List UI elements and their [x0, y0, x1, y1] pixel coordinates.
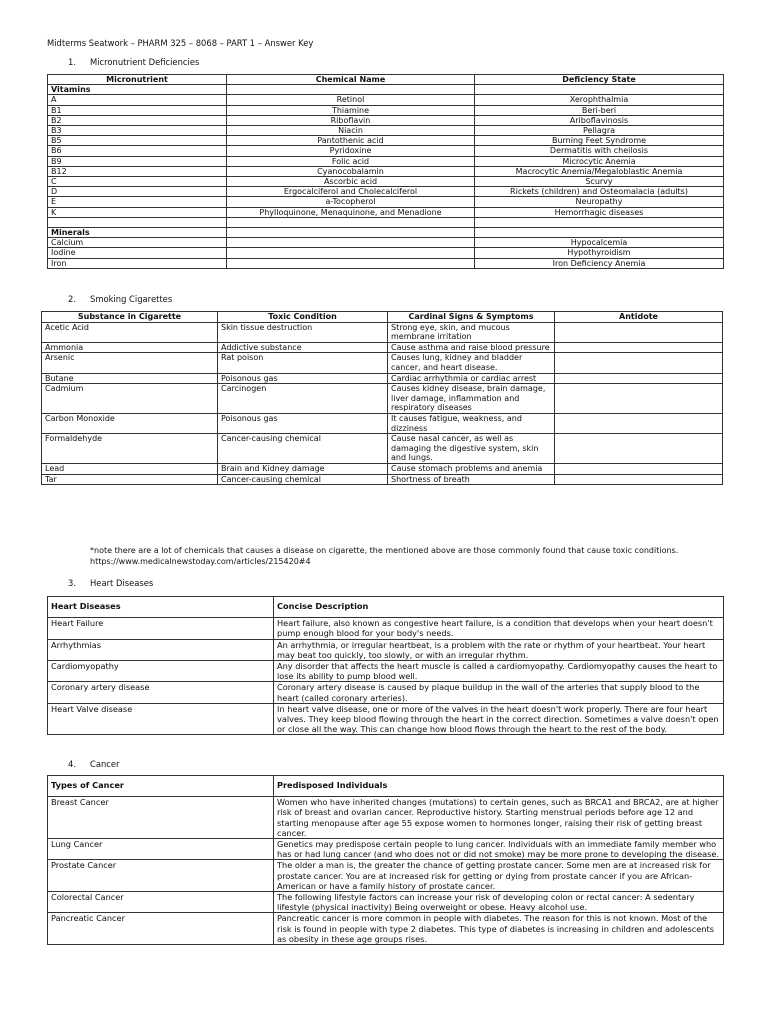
substance-cell: Acetic Acid	[42, 322, 218, 342]
section-1-heading	[68, 57, 199, 67]
section-4-title: Cancer	[90, 759, 120, 769]
heart-disease-cell: Coronary artery disease	[48, 682, 274, 703]
antidote-cell	[555, 322, 723, 342]
substance-cell: Cadmium	[42, 384, 218, 414]
micronutrient-cell: Calcium	[48, 238, 227, 248]
micronutrient-cell: D	[48, 187, 227, 197]
header-substance: Substance in Cigarette	[42, 312, 218, 323]
empty-cell	[48, 217, 227, 227]
micronutrient-table	[47, 74, 724, 269]
header-micronutrient: Micronutrient	[48, 75, 227, 85]
table-row	[42, 384, 723, 414]
table-row	[42, 373, 723, 384]
table-row	[48, 105, 724, 115]
antidote-cell	[555, 353, 723, 373]
micronutrient-cell: B12	[48, 166, 227, 176]
signs-symptoms-cell: Cause nasal cancer, as well as damaging the digestive system, skin and lungs.	[388, 434, 555, 464]
table-row	[48, 703, 724, 735]
empty-cell	[227, 85, 475, 95]
table-row	[48, 797, 724, 839]
description-cell: In heart valve disease, one or more of the valves in the heart doesn't work properly. There are four heart valves. They keep blood flowing through the heart in the correct direction. Sometimes a valve doesn't open or close all the way. This can change how blood flows through the heart to the rest of the body.	[274, 703, 724, 735]
signs-symptoms-cell: Cause stomach problems and anemia	[388, 463, 555, 474]
table-row	[42, 474, 723, 485]
signs-symptoms-cell: Strong eye, skin, and mucous membrane irritation	[388, 322, 555, 342]
description-cell: Heart failure, also known as congestive heart failure, is a condition that develops when your heart doesn't pump enough blood for your body's needs.	[274, 618, 724, 639]
signs-symptoms-cell: Shortness of breath	[388, 474, 555, 485]
table-header-row	[48, 597, 724, 618]
micronutrient-cell: E	[48, 197, 227, 207]
chemical-name-cell: Ascorbic acid	[227, 177, 475, 187]
table-row	[48, 839, 724, 860]
signs-symptoms-cell: Causes lung, kidney and bladder cancer, and heart disease.	[388, 353, 555, 373]
micronutrient-cell: B6	[48, 146, 227, 156]
header-toxic-condition: Toxic Condition	[218, 312, 388, 323]
antidote-cell	[555, 474, 723, 485]
table-row	[48, 197, 724, 207]
deficiency-state-cell: Ariboflavinosis	[475, 115, 724, 125]
substance-cell: Ammonia	[42, 342, 218, 353]
header-signs-symptoms: Cardinal Signs & Symptoms	[388, 312, 555, 323]
chemical-name-cell: Niacin	[227, 126, 475, 136]
micronutrient-cell: C	[48, 177, 227, 187]
micronutrient-cell: B2	[48, 115, 227, 125]
section-1-number: 1.	[68, 57, 76, 67]
empty-cell	[475, 228, 724, 238]
section-1-title: Micronutrient Deficiencies	[90, 57, 200, 67]
heart-disease-cell: Heart Valve disease	[48, 703, 274, 735]
antidote-cell	[555, 413, 723, 433]
toxic-condition-cell: Cancer-causing chemical	[218, 474, 388, 485]
cancer-type-cell: Lung Cancer	[48, 839, 274, 860]
section-4-heading	[68, 759, 120, 769]
antidote-cell	[555, 384, 723, 414]
deficiency-state-cell: Rickets (children) and Osteomalacia (adults)	[475, 187, 724, 197]
table-row	[48, 115, 724, 125]
table-row	[48, 892, 724, 913]
toxic-condition-cell: Rat poison	[218, 353, 388, 373]
table-header-row	[48, 75, 724, 85]
chemical-name-cell: Ergocalciferol and Cholecalciferol	[227, 187, 475, 197]
section-3-title: Heart Diseases	[90, 578, 154, 588]
predisposed-individuals-cell: The older a man is, the greater the chance of getting prostate cancer. Some men are at increased risk for prostate cancer. You are at increased risk for getting or dying from prostate cancer if you are African-American or have a family history of prostate cancer.	[274, 860, 724, 892]
chemical-name-cell: Phylloquinone, Menaquinone, and Menadione	[227, 207, 475, 217]
table-row	[42, 353, 723, 373]
cancer-type-cell: Breast Cancer	[48, 797, 274, 839]
predisposed-individuals-cell: Women who have inherited changes (mutations) to certain genes, such as BRCA1 and BRCA2, are at higher risk of breast and ovarian cancer. Reproductive history. Starting menstrual periods before age 12 and starting menopause after age 55 expose women to hormones longer, raising their risk of getting breast cancer.	[274, 797, 724, 839]
cancer-table	[47, 775, 724, 945]
empty-cell	[227, 217, 475, 227]
micronutrient-cell: B3	[48, 126, 227, 136]
toxic-condition-cell: Poisonous gas	[218, 413, 388, 433]
cigarette-substances-table	[41, 311, 723, 485]
table-row	[48, 95, 724, 105]
table-row	[48, 156, 724, 166]
table-row	[48, 618, 724, 639]
heart-disease-cell: Cardiomyopathy	[48, 661, 274, 682]
antidote-cell	[555, 434, 723, 464]
substance-cell: Arsenic	[42, 353, 218, 373]
predisposed-individuals-cell: Genetics may predispose certain people to lung cancer. Individuals with an immediate family member who has or had lung cancer (and who does not or did not smoke) may be more prone to developing the disease.	[274, 839, 724, 860]
table-row	[48, 860, 724, 892]
header-antidote: Antidote	[555, 312, 723, 323]
cancer-type-cell: Colorectal Cancer	[48, 892, 274, 913]
micronutrient-cell: K	[48, 207, 227, 217]
substance-cell: Tar	[42, 474, 218, 485]
deficiency-state-cell: Scurvy	[475, 177, 724, 187]
deficiency-state-cell: Beri-beri	[475, 105, 724, 115]
header-concise-description: Concise Description	[274, 597, 724, 618]
table-row	[42, 342, 723, 353]
table-row	[48, 187, 724, 197]
table-row	[48, 248, 724, 258]
antidote-cell	[555, 342, 723, 353]
table-row	[48, 126, 724, 136]
chemical-name-cell	[227, 238, 475, 248]
table-row	[48, 238, 724, 248]
section-2-title: Smoking Cigarettes	[90, 294, 173, 304]
micronutrient-cell: B5	[48, 136, 227, 146]
toxic-condition-cell: Poisonous gas	[218, 373, 388, 384]
micronutrient-cell: Iron	[48, 258, 227, 268]
antidote-cell	[555, 463, 723, 474]
table-row	[48, 146, 724, 156]
toxic-condition-cell: Brain and Kidney damage	[218, 463, 388, 474]
section-3-heading	[68, 578, 153, 588]
deficiency-state-cell: Hypocalcemia	[475, 238, 724, 248]
signs-symptoms-cell: Causes kidney disease, brain damage, liver damage, inflammation and respiratory diseases	[388, 384, 555, 414]
description-cell: Any disorder that affects the heart muscle is called a cardiomyopathy. Cardiomyopathy causes the heart to lose its ability to pump blood well.	[274, 661, 724, 682]
smoking-note: *note there are a lot of chemicals that causes a disease on cigarette, the mentioned above are those commonly found that cause toxic conditions. https://www.medicalnewstoday.com/articles/215420#4	[90, 546, 679, 566]
substance-cell: Lead	[42, 463, 218, 474]
description-cell: An arrhythmia, or irregular heartbeat, is a problem with the rate or rhythm of your heartbeat. Your heart may beat too quickly, too slowly, or with an irregular rhythm.	[274, 639, 724, 660]
section-2-heading	[68, 294, 172, 304]
toxic-condition-cell: Carcinogen	[218, 384, 388, 414]
micronutrient-cell: Iodine	[48, 248, 227, 258]
heart-disease-cell: Heart Failure	[48, 618, 274, 639]
table-row	[42, 322, 723, 342]
toxic-condition-cell: Addictive substance	[218, 342, 388, 353]
signs-symptoms-cell: Cause asthma and raise blood pressure	[388, 342, 555, 353]
chemical-name-cell: Retinol	[227, 95, 475, 105]
deficiency-state-cell: Macrocytic Anemia/Megaloblastic Anemia	[475, 166, 724, 176]
micronutrient-cell: A	[48, 95, 227, 105]
deficiency-state-cell: Burning Feet Syndrome	[475, 136, 724, 146]
deficiency-state-cell: Microcytic Anemia	[475, 156, 724, 166]
signs-symptoms-cell: Cardiac arrhythmia or cardiac arrest	[388, 373, 555, 384]
table-row	[48, 207, 724, 217]
deficiency-state-cell: Pellagra	[475, 126, 724, 136]
header-deficiency-state: Deficiency State	[475, 75, 724, 85]
table-row	[48, 913, 724, 945]
table-row	[42, 434, 723, 464]
antidote-cell	[555, 373, 723, 384]
toxic-condition-cell: Cancer-causing chemical	[218, 434, 388, 464]
description-cell: Coronary artery disease is caused by plaque buildup in the wall of the arteries that supply blood to the heart (called coronary arteries).	[274, 682, 724, 703]
category-row	[48, 228, 724, 238]
chemical-name-cell: Pyridoxine	[227, 146, 475, 156]
cancer-type-cell: Pancreatic Cancer	[48, 913, 274, 945]
header-chemical-name: Chemical Name	[227, 75, 475, 85]
heart-disease-cell: Arrhythmias	[48, 639, 274, 660]
substance-cell: Formaldehyde	[42, 434, 218, 464]
chemical-name-cell: a-Tocopherol	[227, 197, 475, 207]
predisposed-individuals-cell: Pancreatic cancer is more common in people with diabetes. The reason for this is not known. Most of the risk is found in people with type 2 diabetes. This type of diabetes is increasing in children and adolescents as obesity in these age groups rises.	[274, 913, 724, 945]
header-heart-diseases: Heart Diseases	[48, 597, 274, 618]
table-row	[42, 413, 723, 433]
empty-cell	[227, 228, 475, 238]
category-label: Minerals	[48, 228, 227, 238]
table-row	[48, 166, 724, 176]
substance-cell: Carbon Monoxide	[42, 413, 218, 433]
heart-diseases-table	[47, 596, 724, 735]
predisposed-individuals-cell: The following lifestyle factors can increase your risk of developing colon or rectal cancer: A sedentary lifestyle (physical inactivity) Being overweight or obese. Heavy alcohol use.	[274, 892, 724, 913]
category-row	[48, 85, 724, 95]
chemical-name-cell: Pantothenic acid	[227, 136, 475, 146]
document-title: Midterms Seatwork – PHARM 325 – 8068 – PART 1 – Answer Key	[47, 38, 314, 48]
table-row	[48, 639, 724, 660]
category-label: Vitamins	[48, 85, 227, 95]
table-header-row	[48, 776, 724, 797]
table-header-row	[42, 312, 723, 323]
cancer-type-cell: Prostate Cancer	[48, 860, 274, 892]
section-2-number: 2.	[68, 294, 76, 304]
substance-cell: Butane	[42, 373, 218, 384]
deficiency-state-cell: Xerophthalmia	[475, 95, 724, 105]
header-types-of-cancer: Types of Cancer	[48, 776, 274, 797]
micronutrient-cell: B9	[48, 156, 227, 166]
section-3-number: 3.	[68, 578, 76, 588]
header-predisposed-individuals: Predisposed Individuals	[274, 776, 724, 797]
empty-cell	[475, 217, 724, 227]
chemical-name-cell: Riboflavin	[227, 115, 475, 125]
chemical-name-cell	[227, 258, 475, 268]
deficiency-state-cell: Dermatitis with cheilosis	[475, 146, 724, 156]
table-row	[48, 258, 724, 268]
micronutrient-cell: B1	[48, 105, 227, 115]
deficiency-state-cell: Hypothyroidism	[475, 248, 724, 258]
chemical-name-cell: Thiamine	[227, 105, 475, 115]
chemical-name-cell: Folic acid	[227, 156, 475, 166]
deficiency-state-cell: Neuropathy	[475, 197, 724, 207]
table-row	[48, 136, 724, 146]
table-row	[48, 682, 724, 703]
section-4-number: 4.	[68, 759, 76, 769]
chemical-name-cell: Cyanocobalamin	[227, 166, 475, 176]
deficiency-state-cell: Hemorrhagic diseases	[475, 207, 724, 217]
toxic-condition-cell: Skin tissue destruction	[218, 322, 388, 342]
table-row	[42, 463, 723, 474]
table-row	[48, 177, 724, 187]
empty-cell	[475, 85, 724, 95]
table-row	[48, 661, 724, 682]
signs-symptoms-cell: It causes fatigue, weakness, and dizziness	[388, 413, 555, 433]
blank-row	[48, 217, 724, 227]
deficiency-state-cell: Iron Deficiency Anemia	[475, 258, 724, 268]
chemical-name-cell	[227, 248, 475, 258]
